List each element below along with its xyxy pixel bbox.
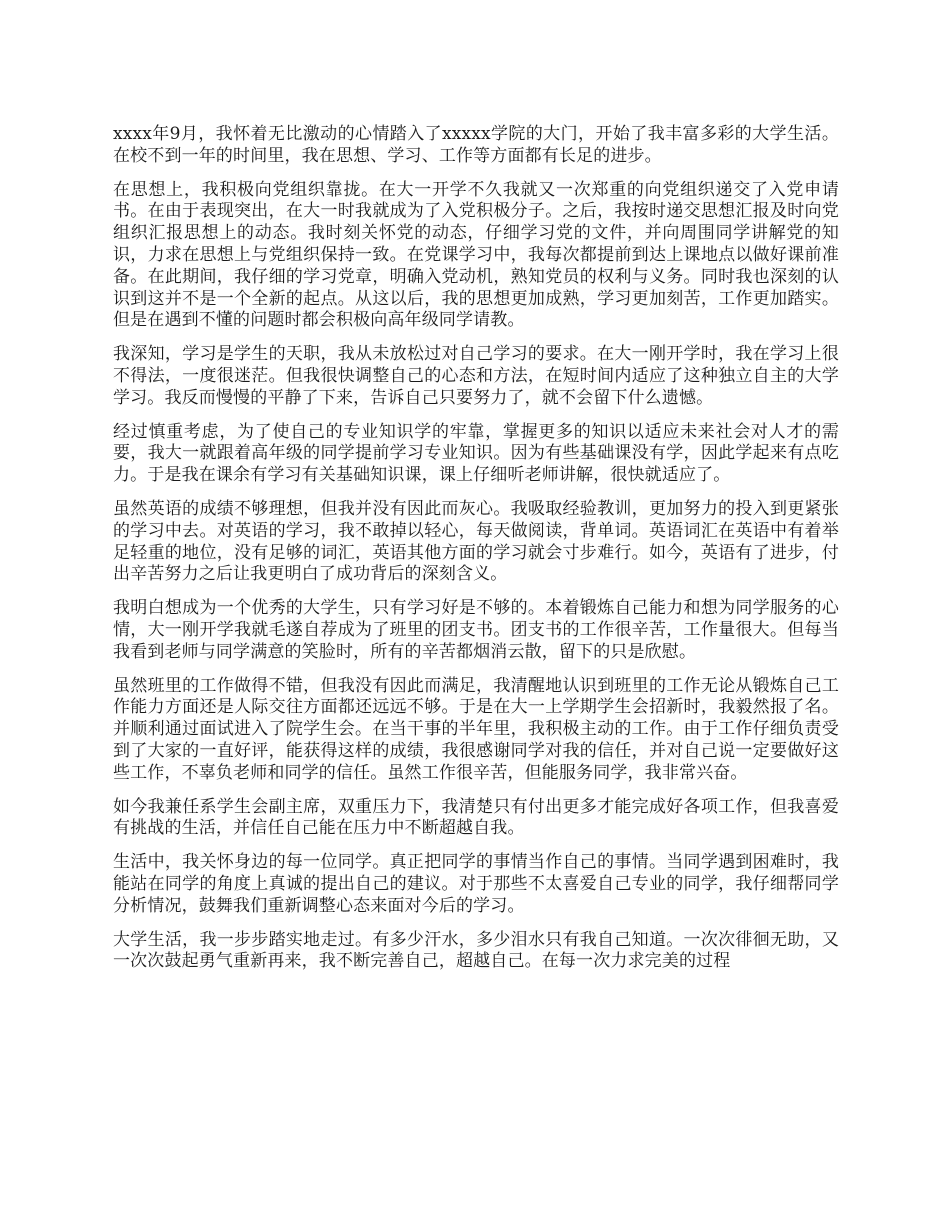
paragraph-study: 我深知，学习是学生的天职，我从未放松过对自己学习的要求。在大一刚开学时，我在学习上很不得法，一度很迷茫。但我很快调整自己的心态和方法，在短时间内适应了这种独立自主的大学学习。我反而慢慢的平静了下来，告诉自己只要努力了，就不会留下什么遗憾。	[113, 344, 839, 408]
paragraph-summary: 大学生活，我一步步踏实地走过。有多少汗水，多少泪水只有我自己知道。一次次徘徊无助，又一次次鼓起勇气重新再来，我不断完善自己，超越自己。在每一次力求完美的过程	[113, 929, 839, 972]
paragraph-english: 虽然英语的成绩不够理想，但我并没有因此而灰心。我吸取经验教训，更加努力的投入到更紧张的学习中去。对英语的学习，我不敢掉以轻心，每天做阅读，背单词。英语词汇在英语中有着举足轻重的地位，没有足够的词汇，英语其他方面的学习就会寸步难行。如今，英语有了进步，付出辛苦努力之后让我更明白了成功背后的深刻含义。	[113, 498, 839, 585]
paragraph-intro: xxxx年9月，我怀着无比激动的心情踏入了xxxxx学院的大门，开始了我丰富多彩的大学生活。在校不到一年的时间里，我在思想、学习、工作等方面都有长足的进步。	[113, 124, 839, 166]
paragraph-student-union: 虽然班里的工作做得不错，但我没有因此而满足，我清醒地认识到班里的工作无论从锻炼自己工作能力方面还是人际交往方面都还远远不够。于是在大一上学期学生会招新时，我毅然报了名。并顺利通过面试进入了院学生会。在当干事的半年里，我积极主动的工作。由于工作仔细负责受到了大家的一直好评，能获得这样的成绩，我很感谢同学对我的信任，并对自己说一定要做好这些工作，不辜负老师和同学的信任。虽然工作很辛苦，但能服务同学，我非常兴奋。	[113, 675, 839, 783]
paragraph-vice-chair: 如今我兼任系学生会副主席，双重压力下，我清楚只有付出更多才能完成好各项工作，但我喜爱有挑战的生活，并信任自己能在压力中不断超越自我。	[113, 796, 839, 839]
paragraph-league-secretary: 我明白想成为一个优秀的大学生，只有学习好是不够的。本着锻炼自己能力和想为同学服务的心情，大一刚开学我就毛遂自荐成为了班里的团支书。团支书的工作很辛苦，工作量很大。但每当我看到老师与同学满意的笑脸时，所有的辛苦都烟消云散，留下的只是欣慰。	[113, 598, 839, 662]
document-body	[113, 124, 839, 985]
paragraph-life: 生活中，我关怀身边的每一位同学。真正把同学的事情当作自己的事情。当同学遇到困难时，我能站在同学的角度上真诚的提出自己的建议。对于那些不太喜爱自己专业的同学，我仔细帮同学分析情况，鼓舞我们重新调整心态来面对今后的学习。	[113, 852, 839, 916]
paragraph-ideology: 在思想上，我积极向党组织靠拢。在大一开学不久我就又一次郑重的向党组织递交了入党申请书。在由于表现突出，在大一时我就成为了入党积极分子。之后，我按时递交思想汇报及时向党组织汇报思想上的动态。我时刻关怀党的动态，仔细学习党的文件，并向周围同学讲解党的知识，力求在思想上与党组织保持一致。在党课学习中，我每次都提前到达上课地点以做好课前准备。在此期间，我仔细的学习党章，明确入党动机，熟知党员的权利与义务。同时我也深刻的认识到这并不是一个全新的起点。从这以后，我的思想更加成熟，学习更加刻苦，工作更加踏实。但是在遇到不懂的问题时都会积极向高年级同学请教。	[113, 179, 839, 331]
paragraph-major: 经过慎重考虑，为了使自己的专业知识学的牢靠，掌握更多的知识以适应未来社会对人才的需要，我大一就跟着高年级的同学提前学习专业知识。因为有些基础课没有学，因此学起来有点吃力。于是我在课余有学习有关基础知识课，课上仔细听老师讲解，很快就适应了。	[113, 421, 839, 486]
